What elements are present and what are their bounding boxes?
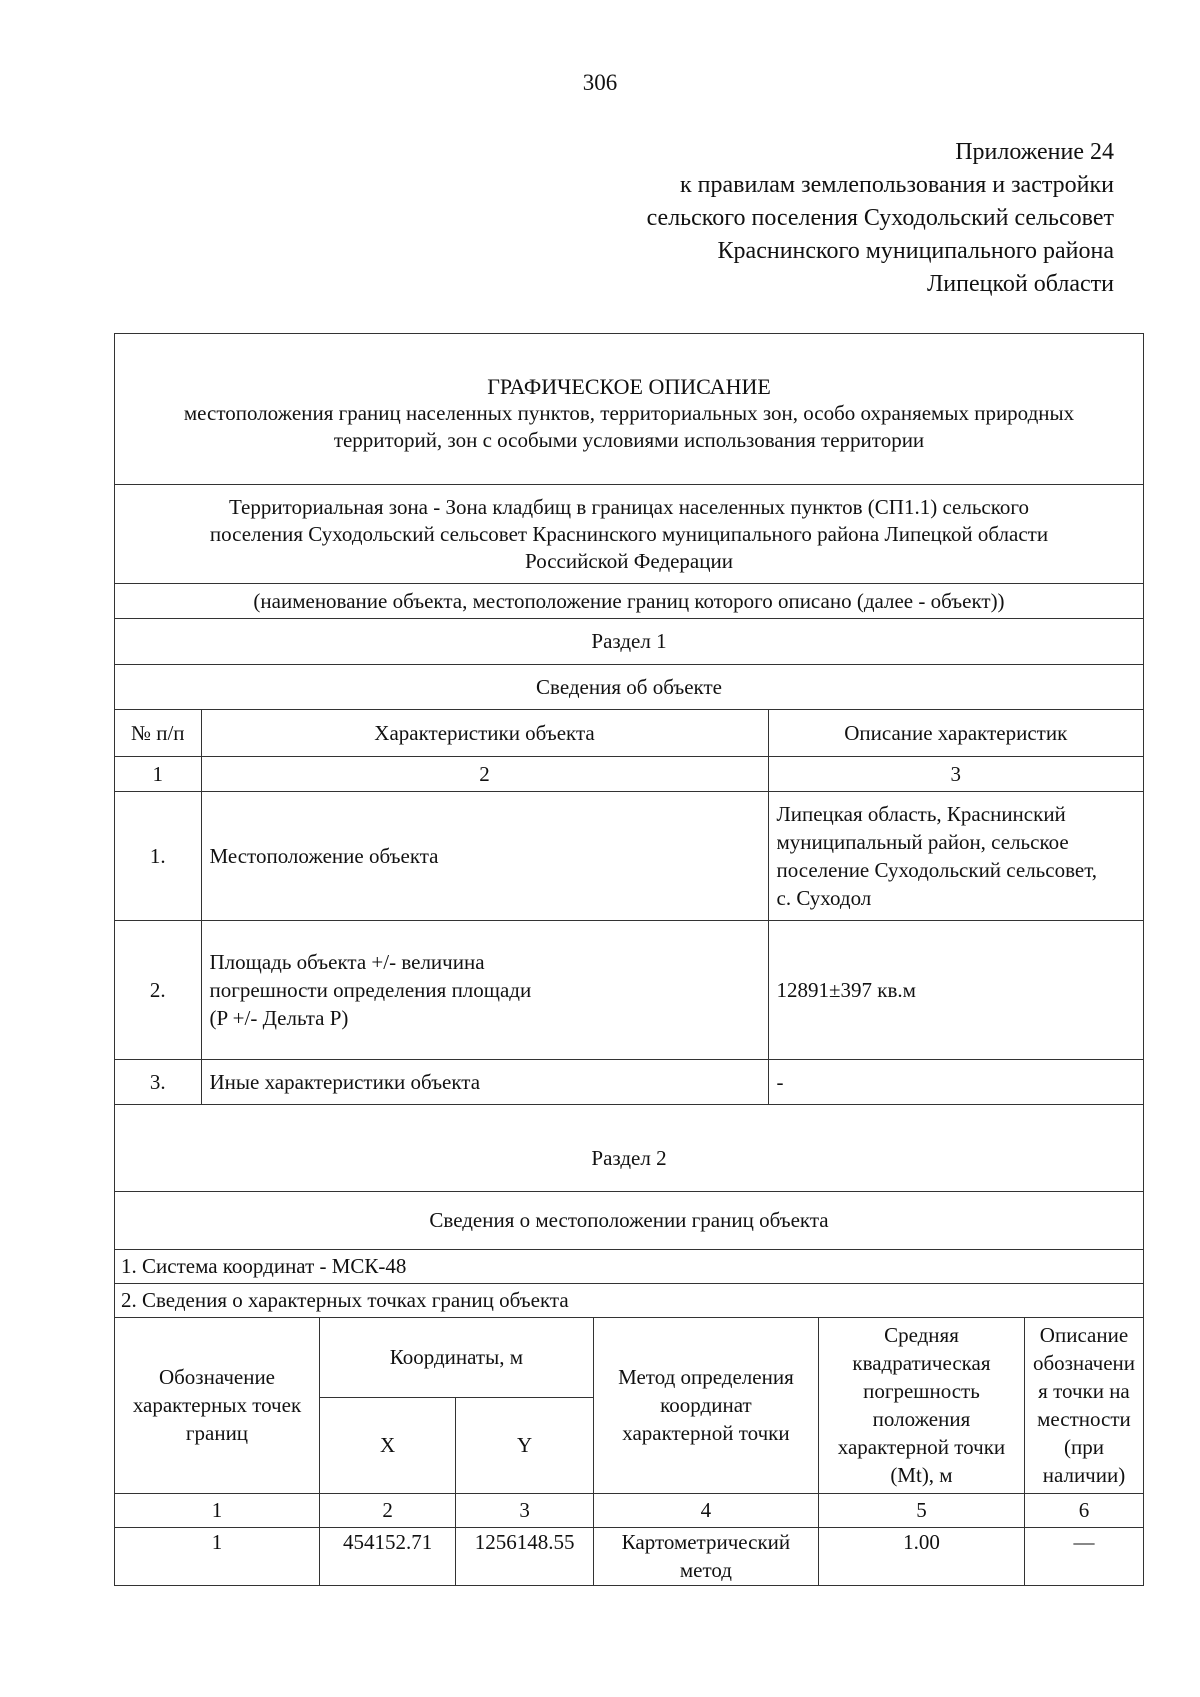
description-line: Липецкая область, Краснинский [776, 801, 1066, 826]
points-title: 2. Сведения о характерных точках границ объекта [115, 1284, 1143, 1318]
column-number: 3 [456, 1493, 594, 1527]
header-line: характерных точек [132, 1393, 302, 1418]
appendix-heading [647, 136, 1114, 301]
designation-header [115, 1318, 319, 1493]
y-value: 1256148.55 [456, 1527, 594, 1585]
header-line: Метод определения [618, 1365, 794, 1390]
error-header [818, 1318, 1024, 1493]
characteristic-line: (P +/- Дельта P) [209, 1005, 349, 1030]
appendix-line: Липецкой области [927, 271, 1114, 297]
document-subtitle: территорий, зон с особыми условиями использования территории [333, 427, 925, 452]
method-line: метод [679, 1557, 732, 1582]
points-table [115, 1318, 1143, 1585]
y-header: Y [456, 1397, 594, 1493]
appendix-line: Краснинского муниципального района [717, 238, 1114, 264]
header-line: Описание [1039, 1323, 1129, 1348]
x-value: 454152.71 [319, 1527, 455, 1585]
point-id: 1 [115, 1527, 319, 1585]
column-number-row [115, 756, 1143, 791]
characteristic-line: Площадь объекта +/- величина [209, 949, 485, 974]
column-number: 1 [115, 1493, 319, 1527]
column-number: 6 [1024, 1493, 1143, 1527]
characteristic-cell [201, 791, 768, 920]
characteristic-line: погрешности определения площади [209, 977, 532, 1002]
x-header: X [319, 1397, 455, 1493]
header-line: (Mt), м [890, 1463, 953, 1488]
row-number: 3. [115, 1059, 201, 1104]
column-number: 4 [593, 1493, 818, 1527]
header-line: обозначени [1032, 1351, 1135, 1376]
table-header-row [115, 710, 1143, 756]
header-line: Обозначение [158, 1365, 275, 1390]
row-number: 1. [115, 791, 201, 920]
header-line: квадратическая [852, 1351, 991, 1376]
description-cell [768, 1059, 1143, 1104]
coordinate-system: 1. Система координат - МСК-48 [115, 1250, 1143, 1284]
header-line: положения [872, 1407, 971, 1432]
object-name-line: Территориальная зона - Зона кладбищ в границах населенных пунктов (СП1.1) сельского [229, 494, 1029, 519]
characteristic-cell [201, 1059, 768, 1104]
table-row [115, 920, 1143, 1059]
description-line: с. Суходол [776, 885, 872, 910]
table-row [115, 791, 1143, 920]
description-line: поселение Суходольский сельсовет, [776, 857, 1098, 882]
point-description-header [1024, 1318, 1143, 1493]
header-line: местности [1037, 1407, 1131, 1432]
header-cell: № п/п [115, 710, 201, 756]
header-cell: Описание характеристик [768, 710, 1143, 756]
column-number: 3 [768, 756, 1143, 791]
section2-table-wrap [115, 1318, 1143, 1585]
header-line: (при [1063, 1435, 1104, 1460]
section1-title: Раздел 1 [115, 619, 1143, 665]
header-line: характерной точки [837, 1435, 1006, 1460]
characteristic-cell [201, 920, 768, 1059]
column-number-row [115, 1493, 1143, 1527]
section2-title: Раздел 2 [115, 1105, 1143, 1192]
column-number: 2 [319, 1493, 455, 1527]
document-title-block [115, 334, 1143, 485]
object-caption: (наименование объекта, местоположение границ которого описано (далее - объект)) [115, 584, 1143, 619]
row-number: 2. [115, 920, 201, 1059]
appendix-line: Приложение 24 [955, 139, 1114, 165]
section2-subtitle: Сведения о местоположении границ объекта [115, 1192, 1143, 1250]
page-number: 306 [582, 70, 618, 95]
method-header [593, 1318, 818, 1493]
appendix-line: к правилам землепользования и застройки [679, 172, 1114, 198]
section1-subtitle: Сведения об объекте [115, 665, 1143, 710]
header-line: границ [185, 1421, 249, 1446]
document-subtitle: местоположения границ населенных пунктов, территориальных зон, особо охраняемых природных [183, 400, 1075, 425]
header-line: координат [660, 1393, 752, 1418]
header-line: я точки на [1038, 1379, 1130, 1404]
section1-table-wrap [115, 710, 1143, 1105]
object-name-block [115, 485, 1143, 584]
error-value: 1.00 [818, 1527, 1024, 1585]
description-cell [768, 791, 1143, 920]
method-value [593, 1527, 818, 1585]
header-cell: Характеристики объекта [201, 710, 768, 756]
document-title: ГРАФИЧЕСКОЕ ОПИСАНИЕ [487, 373, 771, 399]
description-line: муниципальный район, сельское [776, 829, 1069, 854]
description-line: 12891±397 кв.м [776, 977, 916, 1002]
column-number: 1 [115, 756, 201, 791]
section1-table [115, 710, 1143, 1104]
table-row [115, 1059, 1143, 1104]
header-line: Средняя [884, 1323, 959, 1348]
characteristic-line: Иные характеристики объекта [209, 1069, 481, 1094]
header-line: погрешность [863, 1379, 980, 1404]
appendix-line: сельского поселения Суходольский сельсовет [646, 205, 1114, 231]
header-line: характерной точки [622, 1421, 790, 1446]
method-line: Картометрический [621, 1529, 791, 1554]
characteristic-line: Местоположение объекта [209, 843, 439, 868]
description-frame [114, 333, 1144, 1586]
table-row [115, 1527, 1143, 1585]
coordinates-header: Координаты, м [319, 1318, 593, 1397]
description-line: - [776, 1069, 784, 1094]
point-description-value: — [1024, 1527, 1143, 1585]
table-header-row [115, 1318, 1143, 1397]
description-cell [768, 920, 1143, 1059]
header-line: наличии) [1042, 1463, 1126, 1488]
column-number: 5 [818, 1493, 1024, 1527]
column-number: 2 [201, 756, 768, 791]
object-name-line: Российской Федерации [525, 548, 733, 573]
object-name-line: поселения Суходольский сельсовет Краснинского муниципального района Липецкой области [209, 521, 1049, 546]
